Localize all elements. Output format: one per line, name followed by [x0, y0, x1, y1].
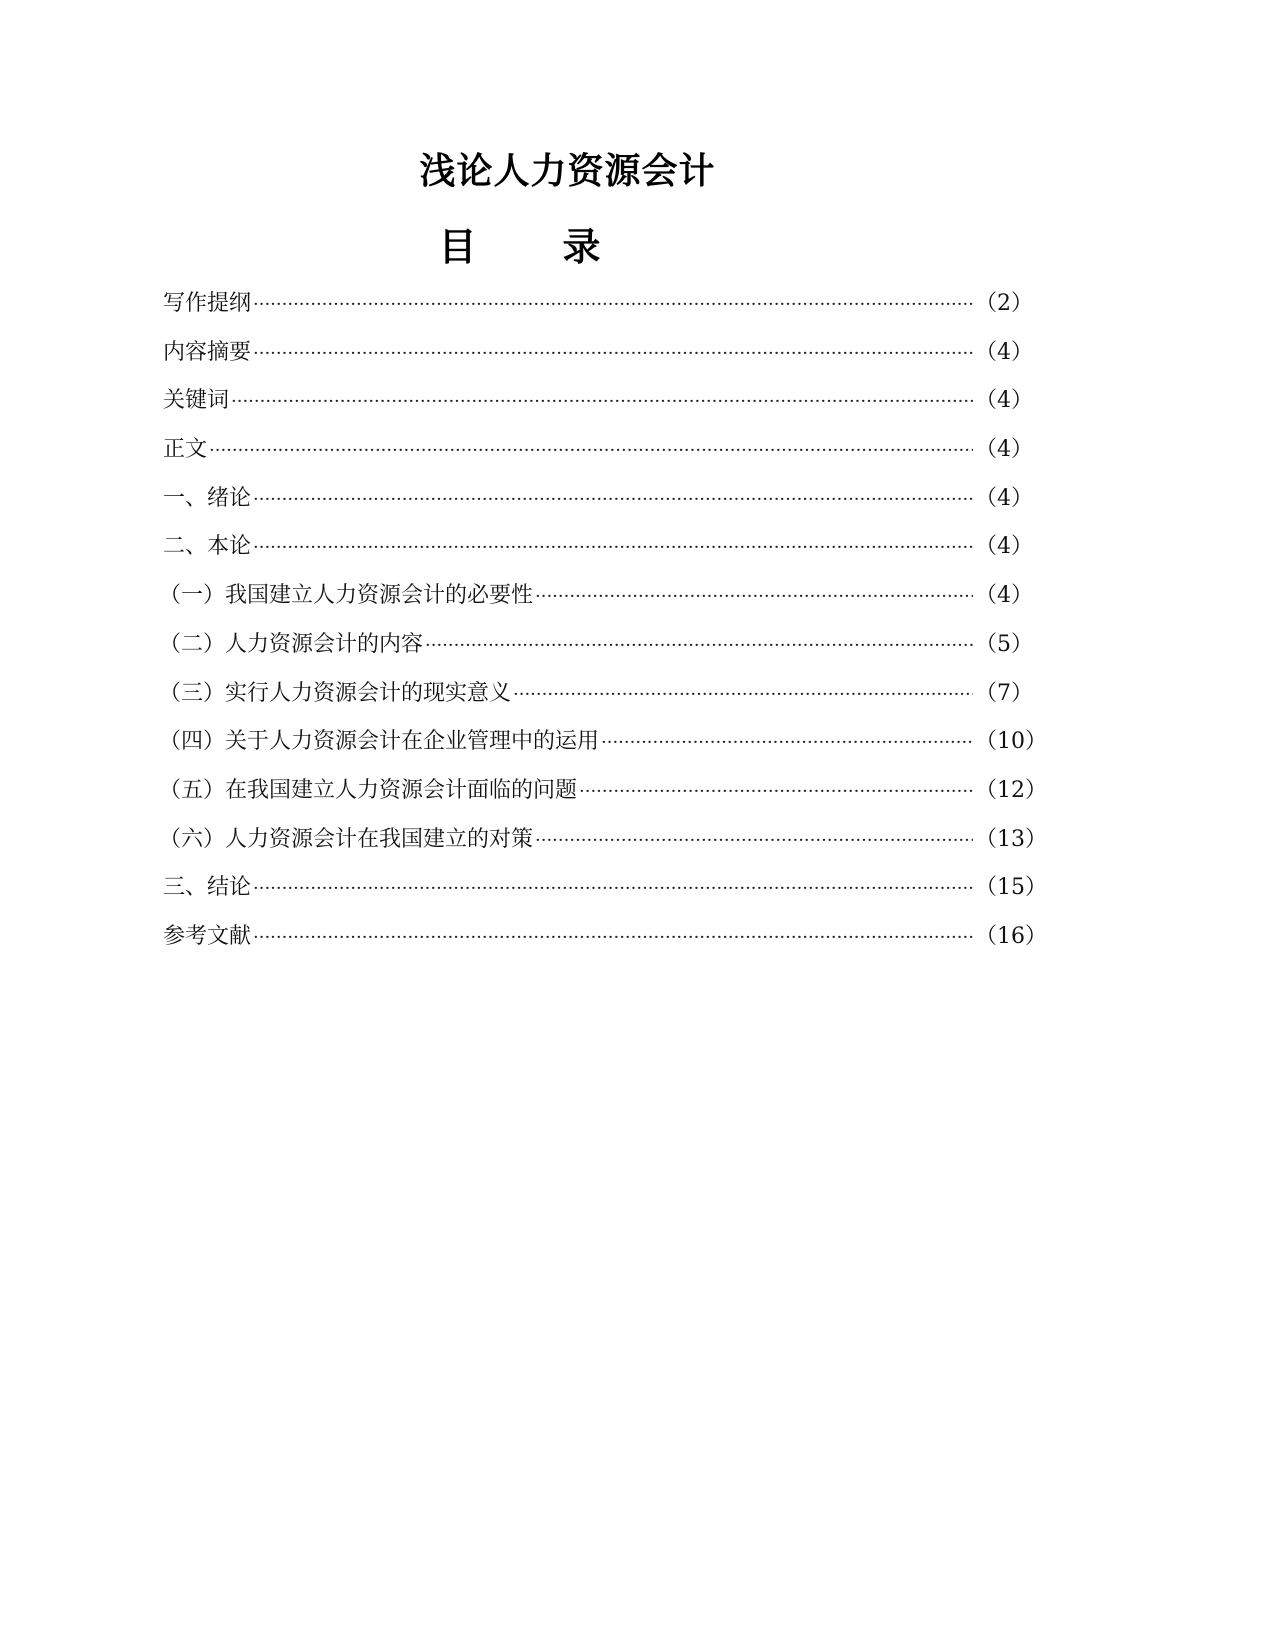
toc-entry-page: （15）: [975, 875, 1047, 901]
toc-leader-dots: [253, 865, 973, 914]
toc-entry-page: （12）: [975, 777, 1047, 803]
toc-entry-body[interactable]: [163, 523, 1033, 572]
toc-entry-section-1[interactable]: [159, 572, 1033, 621]
toc-entry-label: （五）在我国建立人力资源会计面临的问题: [159, 777, 578, 803]
toc-entry-label: 正文: [163, 437, 208, 463]
toc-entry-page: （4）: [975, 437, 1033, 463]
toc-entry-page: （4）: [975, 485, 1033, 511]
toc-entry-label: 三、结论: [163, 875, 252, 901]
toc-entry-page: （4）: [975, 388, 1033, 414]
toc-entry-label: （四）关于人力资源会计在企业管理中的运用: [159, 729, 600, 755]
toc-entry-page: （16）: [975, 923, 1047, 949]
toc-entry-label: 关键词: [163, 388, 230, 414]
toc-leader-dots: [601, 719, 973, 768]
toc-heading: 目录: [438, 225, 687, 269]
toc-entry-section-4[interactable]: [159, 718, 1047, 767]
toc-entry-main-text[interactable]: [163, 426, 1033, 475]
toc-leader-dots: [231, 378, 973, 427]
toc-entry-label: 一、绪论: [163, 485, 252, 511]
toc-entry-abstract[interactable]: [163, 329, 1033, 378]
toc-entry-keywords[interactable]: [163, 377, 1033, 426]
toc-leader-dots: [579, 768, 973, 817]
toc-leader-dots: [513, 671, 973, 720]
toc-leader-dots: [535, 573, 973, 622]
toc-entry-conclusion[interactable]: [163, 864, 1047, 913]
toc-entry-section-5[interactable]: [159, 767, 1047, 816]
toc-entry-writing-outline[interactable]: [163, 280, 1033, 329]
toc-entry-label: （六）人力资源会计在我国建立的对策: [159, 826, 534, 852]
toc-leader-dots: [253, 524, 973, 573]
toc-entry-introduction[interactable]: [163, 475, 1033, 524]
toc-entry-references[interactable]: [163, 913, 1047, 962]
toc-entry-label: 二、本论: [163, 534, 252, 560]
toc-leader-dots: [253, 330, 973, 379]
toc-leader-dots: [253, 476, 973, 525]
toc-entry-page: （13）: [975, 826, 1047, 852]
table-of-contents: [159, 280, 1047, 962]
toc-entry-section-2[interactable]: [159, 621, 1033, 670]
toc-entry-page: （5）: [975, 631, 1033, 657]
toc-leader-dots: [425, 622, 973, 671]
toc-leader-dots: [253, 914, 973, 963]
toc-entry-label: 内容摘要: [163, 339, 252, 365]
toc-entry-section-3[interactable]: [159, 670, 1033, 719]
toc-entry-page: （4）: [975, 534, 1033, 560]
toc-entry-page: （10）: [975, 729, 1047, 755]
toc-entry-page: （2）: [975, 291, 1033, 316]
toc-entry-label: （二）人力资源会计的内容: [159, 631, 424, 657]
toc-entry-label: 参考文献: [163, 923, 252, 949]
toc-entry-section-6[interactable]: [159, 816, 1047, 865]
toc-entry-label: （一）我国建立人力资源会计的必要性: [159, 583, 534, 609]
toc-leader-dots: [535, 817, 973, 866]
document-title: 浅论人力资源会计: [419, 151, 716, 192]
toc-leader-dots: [209, 427, 973, 476]
toc-leader-dots: [253, 281, 973, 330]
toc-entry-page: （7）: [975, 680, 1033, 706]
toc-entry-label: （三）实行人力资源会计的现实意义: [159, 680, 512, 706]
toc-entry-page: （4）: [975, 339, 1033, 365]
toc-entry-label: 写作提纲: [163, 291, 252, 316]
toc-entry-page: （4）: [975, 583, 1033, 609]
